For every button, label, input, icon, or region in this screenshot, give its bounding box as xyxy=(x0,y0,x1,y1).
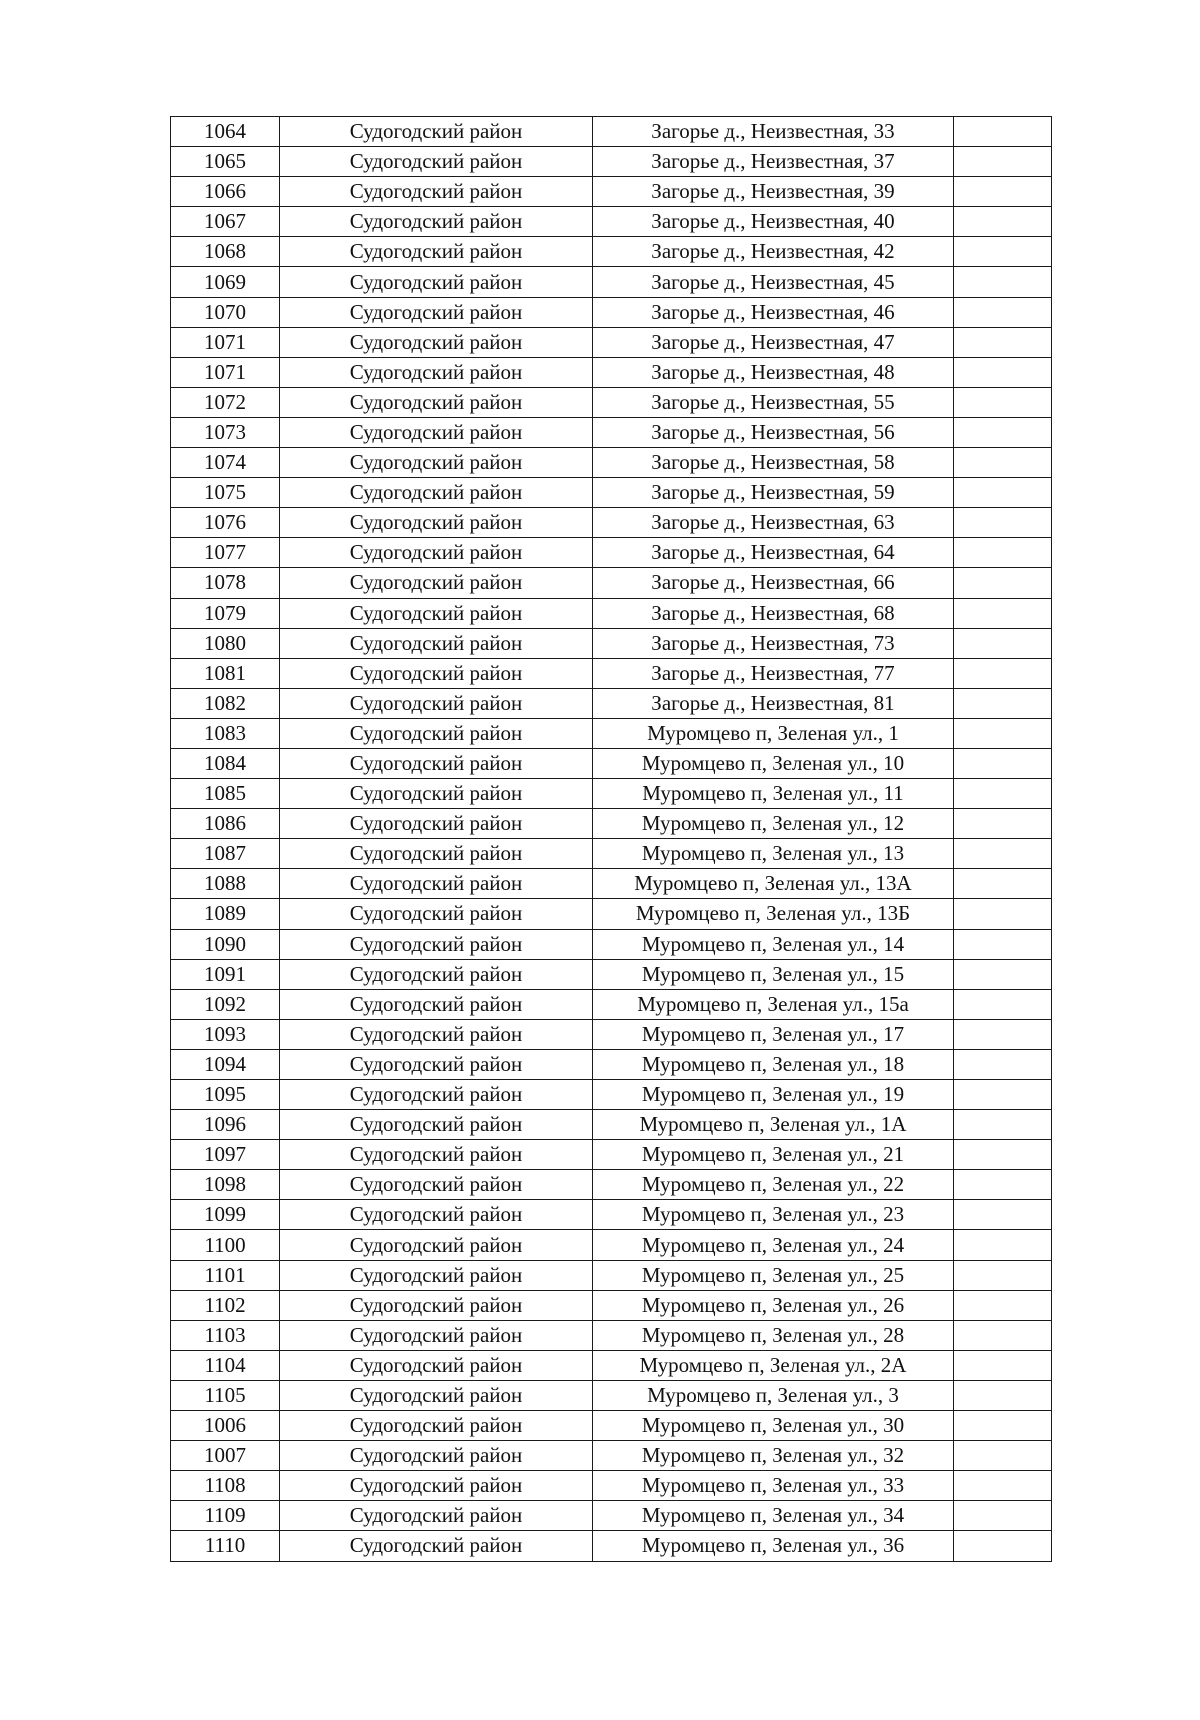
row-number-cell: 1110 xyxy=(171,1531,280,1561)
district-cell: Судогодский район xyxy=(280,177,593,207)
row-number-cell: 1102 xyxy=(171,1290,280,1320)
empty-cell xyxy=(954,869,1052,899)
row-number-cell: 1098 xyxy=(171,1170,280,1200)
row-number-cell: 1075 xyxy=(171,478,280,508)
row-number-cell: 1101 xyxy=(171,1260,280,1290)
table-row xyxy=(171,989,1052,1019)
empty-cell xyxy=(954,598,1052,628)
district-cell: Судогодский район xyxy=(280,117,593,147)
district-cell: Судогодский район xyxy=(280,448,593,478)
empty-cell xyxy=(954,417,1052,447)
row-number-cell: 1083 xyxy=(171,718,280,748)
table-row xyxy=(171,809,1052,839)
district-cell: Судогодский район xyxy=(280,327,593,357)
empty-cell xyxy=(954,779,1052,809)
table-row xyxy=(171,1140,1052,1170)
district-cell: Судогодский район xyxy=(280,779,593,809)
empty-cell xyxy=(954,357,1052,387)
address-cell: Загорье д., Неизвестная, 46 xyxy=(593,297,954,327)
empty-cell xyxy=(954,628,1052,658)
row-number-cell: 1077 xyxy=(171,538,280,568)
address-cell: Загорье д., Неизвестная, 47 xyxy=(593,327,954,357)
table-row xyxy=(171,1441,1052,1471)
table-row xyxy=(171,959,1052,989)
row-number-cell: 1067 xyxy=(171,207,280,237)
district-cell: Судогодский район xyxy=(280,959,593,989)
table-row xyxy=(171,748,1052,778)
table-row xyxy=(171,1019,1052,1049)
district-cell: Судогодский район xyxy=(280,718,593,748)
row-number-cell: 1085 xyxy=(171,779,280,809)
row-number-cell: 1079 xyxy=(171,598,280,628)
row-number-cell: 1064 xyxy=(171,117,280,147)
table-row xyxy=(171,598,1052,628)
address-cell: Муромцево п, Зеленая ул., 21 xyxy=(593,1140,954,1170)
address-cell: Загорье д., Неизвестная, 68 xyxy=(593,598,954,628)
district-cell: Судогодский район xyxy=(280,929,593,959)
address-cell: Загорье д., Неизвестная, 58 xyxy=(593,448,954,478)
table-row xyxy=(171,869,1052,899)
district-cell: Судогодский район xyxy=(280,1170,593,1200)
address-cell: Муромцево п, Зеленая ул., 13А xyxy=(593,869,954,899)
address-cell: Загорье д., Неизвестная, 81 xyxy=(593,688,954,718)
address-cell: Загорье д., Неизвестная, 48 xyxy=(593,357,954,387)
table-row xyxy=(171,1380,1052,1410)
row-number-cell: 1073 xyxy=(171,417,280,447)
table-row xyxy=(171,839,1052,869)
district-cell: Судогодский район xyxy=(280,1290,593,1320)
address-cell: Муромцево п, Зеленая ул., 25 xyxy=(593,1260,954,1290)
district-cell: Судогодский район xyxy=(280,899,593,929)
district-cell: Судогодский район xyxy=(280,1380,593,1410)
empty-cell xyxy=(954,839,1052,869)
address-cell: Муромцево п, Зеленая ул., 24 xyxy=(593,1230,954,1260)
district-cell: Судогодский район xyxy=(280,478,593,508)
address-cell: Загорье д., Неизвестная, 55 xyxy=(593,387,954,417)
table-row xyxy=(171,237,1052,267)
row-number-cell: 1099 xyxy=(171,1200,280,1230)
empty-cell xyxy=(954,177,1052,207)
address-cell: Загорье д., Неизвестная, 37 xyxy=(593,147,954,177)
address-cell: Муромцево п, Зеленая ул., 11 xyxy=(593,779,954,809)
empty-cell xyxy=(954,688,1052,718)
empty-cell xyxy=(954,1380,1052,1410)
table-row xyxy=(171,1290,1052,1320)
row-number-cell: 1088 xyxy=(171,869,280,899)
address-cell: Муромцево п, Зеленая ул., 15а xyxy=(593,989,954,1019)
address-cell: Муромцево п, Зеленая ул., 2А xyxy=(593,1350,954,1380)
address-cell: Загорье д., Неизвестная, 42 xyxy=(593,237,954,267)
table-row xyxy=(171,718,1052,748)
address-cell: Муромцево п, Зеленая ул., 26 xyxy=(593,1290,954,1320)
district-cell: Судогодский район xyxy=(280,809,593,839)
empty-cell xyxy=(954,1260,1052,1290)
empty-cell xyxy=(954,718,1052,748)
empty-cell xyxy=(954,478,1052,508)
address-cell: Муромцево п, Зеленая ул., 17 xyxy=(593,1019,954,1049)
empty-cell xyxy=(954,207,1052,237)
district-cell: Судогодский район xyxy=(280,1200,593,1230)
address-cell: Муромцево п, Зеленая ул., 1 xyxy=(593,718,954,748)
district-cell: Судогодский район xyxy=(280,538,593,568)
table-row xyxy=(171,568,1052,598)
table-row xyxy=(171,207,1052,237)
row-number-cell: 1078 xyxy=(171,568,280,598)
address-cell: Муромцево п, Зеленая ул., 3 xyxy=(593,1380,954,1410)
table-row xyxy=(171,297,1052,327)
empty-cell xyxy=(954,1350,1052,1380)
address-cell: Загорье д., Неизвестная, 64 xyxy=(593,538,954,568)
table-row xyxy=(171,688,1052,718)
table-row xyxy=(171,1080,1052,1110)
empty-cell xyxy=(954,267,1052,297)
district-cell: Судогодский район xyxy=(280,237,593,267)
district-cell: Судогодский район xyxy=(280,1230,593,1260)
empty-cell xyxy=(954,448,1052,478)
row-number-cell: 1095 xyxy=(171,1080,280,1110)
district-cell: Судогодский район xyxy=(280,628,593,658)
row-number-cell: 1108 xyxy=(171,1471,280,1501)
district-cell: Судогодский район xyxy=(280,989,593,1019)
address-cell: Загорье д., Неизвестная, 63 xyxy=(593,508,954,538)
address-cell: Муромцево п, Зеленая ул., 1А xyxy=(593,1110,954,1140)
address-cell: Загорье д., Неизвестная, 73 xyxy=(593,628,954,658)
row-number-cell: 1109 xyxy=(171,1501,280,1531)
row-number-cell: 1072 xyxy=(171,387,280,417)
district-cell: Судогодский район xyxy=(280,1019,593,1049)
address-cell: Муромцево п, Зеленая ул., 34 xyxy=(593,1501,954,1531)
district-cell: Судогодский район xyxy=(280,1350,593,1380)
district-cell: Судогодский район xyxy=(280,869,593,899)
address-cell: Загорье д., Неизвестная, 59 xyxy=(593,478,954,508)
district-cell: Судогодский район xyxy=(280,598,593,628)
empty-cell xyxy=(954,508,1052,538)
district-cell: Судогодский район xyxy=(280,387,593,417)
address-cell: Загорье д., Неизвестная, 40 xyxy=(593,207,954,237)
address-cell: Муромцево п, Зеленая ул., 23 xyxy=(593,1200,954,1230)
empty-cell xyxy=(954,748,1052,778)
table-row xyxy=(171,1471,1052,1501)
table-row xyxy=(171,267,1052,297)
empty-cell xyxy=(954,1290,1052,1320)
empty-cell xyxy=(954,1110,1052,1140)
empty-cell xyxy=(954,117,1052,147)
row-number-cell: 1084 xyxy=(171,748,280,778)
district-cell: Судогодский район xyxy=(280,1411,593,1441)
address-cell: Муромцево п, Зеленая ул., 10 xyxy=(593,748,954,778)
row-number-cell: 1070 xyxy=(171,297,280,327)
row-number-cell: 1104 xyxy=(171,1350,280,1380)
table-row xyxy=(171,1350,1052,1380)
empty-cell xyxy=(954,658,1052,688)
empty-cell xyxy=(954,297,1052,327)
empty-cell xyxy=(954,1230,1052,1260)
table-row xyxy=(171,1110,1052,1140)
empty-cell xyxy=(954,327,1052,357)
row-number-cell: 1097 xyxy=(171,1140,280,1170)
address-cell: Загорье д., Неизвестная, 45 xyxy=(593,267,954,297)
district-cell: Судогодский район xyxy=(280,508,593,538)
district-cell: Судогодский район xyxy=(280,297,593,327)
address-table-body xyxy=(171,117,1052,1562)
table-row xyxy=(171,177,1052,207)
district-cell: Судогодский район xyxy=(280,1049,593,1079)
district-cell: Судогодский район xyxy=(280,417,593,447)
empty-cell xyxy=(954,989,1052,1019)
address-cell: Муромцево п, Зеленая ул., 19 xyxy=(593,1080,954,1110)
row-number-cell: 1071 xyxy=(171,357,280,387)
row-number-cell: 1080 xyxy=(171,628,280,658)
address-cell: Муромцево п, Зеленая ул., 13Б xyxy=(593,899,954,929)
row-number-cell: 1103 xyxy=(171,1320,280,1350)
empty-cell xyxy=(954,1049,1052,1079)
row-number-cell: 1086 xyxy=(171,809,280,839)
table-row xyxy=(171,658,1052,688)
table-row xyxy=(171,1320,1052,1350)
table-row xyxy=(171,327,1052,357)
row-number-cell: 1089 xyxy=(171,899,280,929)
empty-cell xyxy=(954,1471,1052,1501)
row-number-cell: 1006 xyxy=(171,1411,280,1441)
district-cell: Судогодский район xyxy=(280,1441,593,1471)
row-number-cell: 1065 xyxy=(171,147,280,177)
address-cell: Муромцево п, Зеленая ул., 28 xyxy=(593,1320,954,1350)
table-row xyxy=(171,1501,1052,1531)
address-cell: Муромцево п, Зеленая ул., 12 xyxy=(593,809,954,839)
district-cell: Судогодский район xyxy=(280,267,593,297)
row-number-cell: 1066 xyxy=(171,177,280,207)
empty-cell xyxy=(954,147,1052,177)
row-number-cell: 1076 xyxy=(171,508,280,538)
table-row xyxy=(171,538,1052,568)
district-cell: Судогодский район xyxy=(280,1501,593,1531)
district-cell: Судогодский район xyxy=(280,658,593,688)
empty-cell xyxy=(954,1320,1052,1350)
district-cell: Судогодский район xyxy=(280,357,593,387)
empty-cell xyxy=(954,1019,1052,1049)
district-cell: Судогодский район xyxy=(280,748,593,778)
address-cell: Загорье д., Неизвестная, 33 xyxy=(593,117,954,147)
empty-cell xyxy=(954,387,1052,417)
empty-cell xyxy=(954,959,1052,989)
district-cell: Судогодский район xyxy=(280,1110,593,1140)
table-row xyxy=(171,1230,1052,1260)
address-cell: Муромцево п, Зеленая ул., 22 xyxy=(593,1170,954,1200)
district-cell: Судогодский район xyxy=(280,1471,593,1501)
empty-cell xyxy=(954,1080,1052,1110)
district-cell: Судогодский район xyxy=(280,839,593,869)
table-row xyxy=(171,357,1052,387)
table-row xyxy=(171,1200,1052,1230)
empty-cell xyxy=(954,1140,1052,1170)
row-number-cell: 1096 xyxy=(171,1110,280,1140)
row-number-cell: 1074 xyxy=(171,448,280,478)
empty-cell xyxy=(954,809,1052,839)
table-row xyxy=(171,417,1052,447)
table-row xyxy=(171,117,1052,147)
address-cell: Муромцево п, Зеленая ул., 30 xyxy=(593,1411,954,1441)
district-cell: Судогодский район xyxy=(280,1260,593,1290)
district-cell: Судогодский район xyxy=(280,147,593,177)
empty-cell xyxy=(954,568,1052,598)
row-number-cell: 1087 xyxy=(171,839,280,869)
district-cell: Судогодский район xyxy=(280,1320,593,1350)
row-number-cell: 1091 xyxy=(171,959,280,989)
row-number-cell: 1071 xyxy=(171,327,280,357)
address-cell: Загорье д., Неизвестная, 39 xyxy=(593,177,954,207)
empty-cell xyxy=(954,237,1052,267)
address-cell: Муромцево п, Зеленая ул., 33 xyxy=(593,1471,954,1501)
table-row xyxy=(171,478,1052,508)
address-cell: Муромцево п, Зеленая ул., 15 xyxy=(593,959,954,989)
address-cell: Муромцево п, Зеленая ул., 13 xyxy=(593,839,954,869)
row-number-cell: 1069 xyxy=(171,267,280,297)
district-cell: Судогодский район xyxy=(280,1531,593,1561)
row-number-cell: 1007 xyxy=(171,1441,280,1471)
district-cell: Судогодский район xyxy=(280,688,593,718)
empty-cell xyxy=(954,1531,1052,1561)
table-row xyxy=(171,1170,1052,1200)
address-cell: Загорье д., Неизвестная, 56 xyxy=(593,417,954,447)
row-number-cell: 1092 xyxy=(171,989,280,1019)
address-cell: Муромцево п, Зеленая ул., 14 xyxy=(593,929,954,959)
empty-cell xyxy=(954,1411,1052,1441)
empty-cell xyxy=(954,1441,1052,1471)
row-number-cell: 1090 xyxy=(171,929,280,959)
row-number-cell: 1094 xyxy=(171,1049,280,1079)
table-row xyxy=(171,1411,1052,1441)
address-cell: Муромцево п, Зеленая ул., 32 xyxy=(593,1441,954,1471)
row-number-cell: 1082 xyxy=(171,688,280,718)
table-row xyxy=(171,779,1052,809)
row-number-cell: 1068 xyxy=(171,237,280,267)
row-number-cell: 1100 xyxy=(171,1230,280,1260)
table-row xyxy=(171,1531,1052,1561)
table-row xyxy=(171,1049,1052,1079)
table-row xyxy=(171,1260,1052,1290)
empty-cell xyxy=(954,538,1052,568)
table-row xyxy=(171,147,1052,177)
table-row xyxy=(171,628,1052,658)
empty-cell xyxy=(954,1170,1052,1200)
row-number-cell: 1093 xyxy=(171,1019,280,1049)
row-number-cell: 1081 xyxy=(171,658,280,688)
table-row xyxy=(171,899,1052,929)
district-cell: Судогодский район xyxy=(280,207,593,237)
table-row xyxy=(171,448,1052,478)
address-cell: Загорье д., Неизвестная, 66 xyxy=(593,568,954,598)
district-cell: Судогодский район xyxy=(280,1140,593,1170)
empty-cell xyxy=(954,929,1052,959)
row-number-cell: 1105 xyxy=(171,1380,280,1410)
empty-cell xyxy=(954,1501,1052,1531)
address-cell: Муромцево п, Зеленая ул., 18 xyxy=(593,1049,954,1079)
district-cell: Судогодский район xyxy=(280,1080,593,1110)
address-cell: Загорье д., Неизвестная, 77 xyxy=(593,658,954,688)
table-row xyxy=(171,387,1052,417)
address-table xyxy=(170,116,1052,1562)
empty-cell xyxy=(954,1200,1052,1230)
address-cell: Муромцево п, Зеленая ул., 36 xyxy=(593,1531,954,1561)
district-cell: Судогодский район xyxy=(280,568,593,598)
empty-cell xyxy=(954,899,1052,929)
table-row xyxy=(171,508,1052,538)
table-row xyxy=(171,929,1052,959)
